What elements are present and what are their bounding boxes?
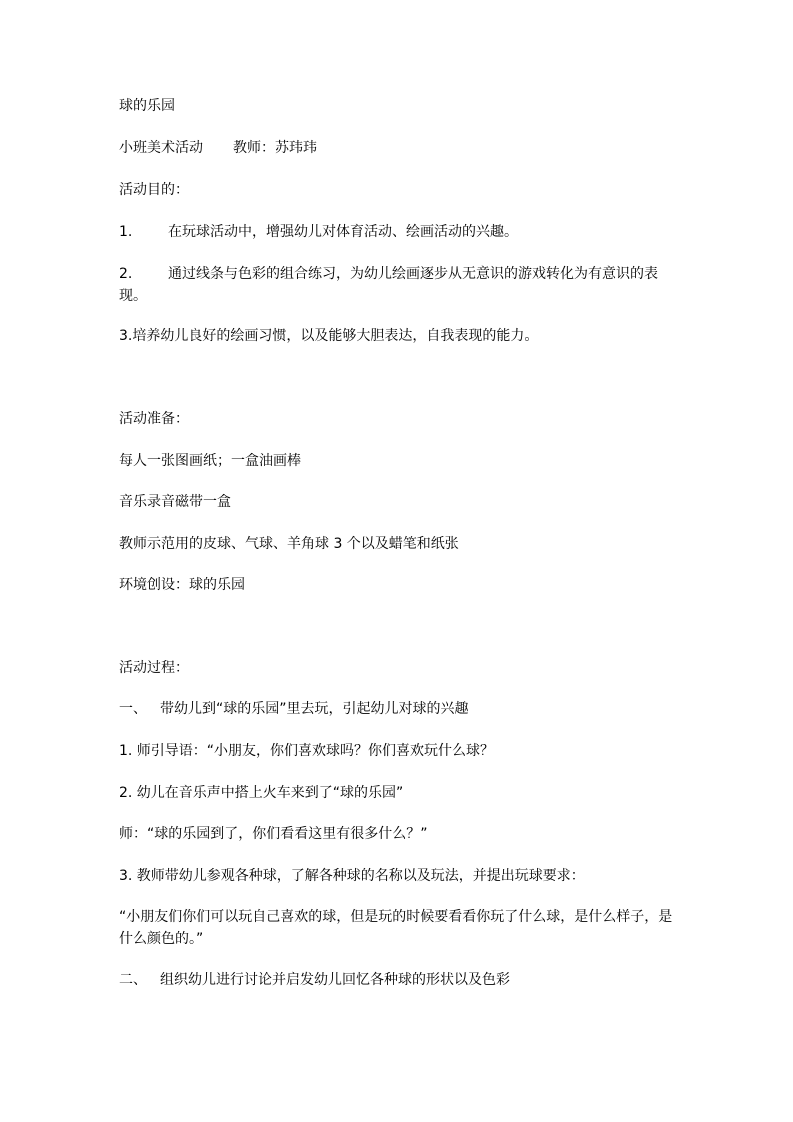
goal-text: 通过线条与色彩的组合练习，为幼儿绘画逐步从无意识的游戏转化为有意识的表现。 <box>119 266 658 304</box>
prep-item: 教师示范用的皮球、气球、羊角球 3 个以及蜡笔和纸张 <box>119 536 459 552</box>
document-title: 球的乐园 <box>119 98 175 114</box>
process-heading: 活动过程： <box>119 660 189 676</box>
subtitle-line <box>119 138 317 158</box>
goal-text: 在玩球活动中，增强幼儿对体育活动、绘画活动的兴趣。 <box>168 224 518 240</box>
goal-item-2 <box>119 263 679 307</box>
process-step: 师：“球的乐园到了，你们看看这里有很多什么？” <box>119 826 428 842</box>
goal-number: 2. <box>119 266 133 282</box>
section-number: 一、 <box>119 701 147 717</box>
process-step: 1. 师引导语：“小朋友，你们喜欢球吗？你们喜欢玩什么球？ <box>119 743 495 759</box>
prep-heading: 活动准备： <box>119 411 189 427</box>
prep-item: 音乐录音磁带一盒 <box>119 494 231 510</box>
section-number: 二、 <box>119 972 147 988</box>
process-section-2 <box>119 970 510 990</box>
goal-item-3: 3.培养幼儿良好的绘画习惯，以及能够大胆表达，自我表现的能力。 <box>119 328 539 344</box>
goals-heading: 活动目的： <box>119 182 189 198</box>
prep-item: 环境创设：球的乐园 <box>119 577 245 593</box>
prep-item: 每人一张图画纸；一盒油画棒 <box>119 453 301 469</box>
goal-item-1 <box>119 222 518 242</box>
activity-type: 小班美术活动 <box>119 140 203 156</box>
goal-number: 1. <box>119 224 133 240</box>
section-text: 带幼儿到“球的乐园”里去玩，引起幼儿对球的兴趣 <box>160 701 469 717</box>
process-step: 3. 教师带幼儿参观各种球，了解各种球的名称以及玩法，并提出玩球要求： <box>119 868 585 884</box>
section-text: 组织幼儿进行讨论并启发幼儿回忆各种球的形状以及色彩 <box>160 972 510 988</box>
teacher-name: 教师：苏玮玮 <box>233 140 317 156</box>
process-step: 2. 幼儿在音乐声中搭上火车来到了“球的乐园” <box>119 785 404 801</box>
process-section-1 <box>119 699 469 719</box>
process-step-quote: “小朋友们你们可以玩自己喜欢的球，但是玩的时候要看看你玩了什么球，是什么样子，是什么颜色的。” <box>119 909 673 947</box>
